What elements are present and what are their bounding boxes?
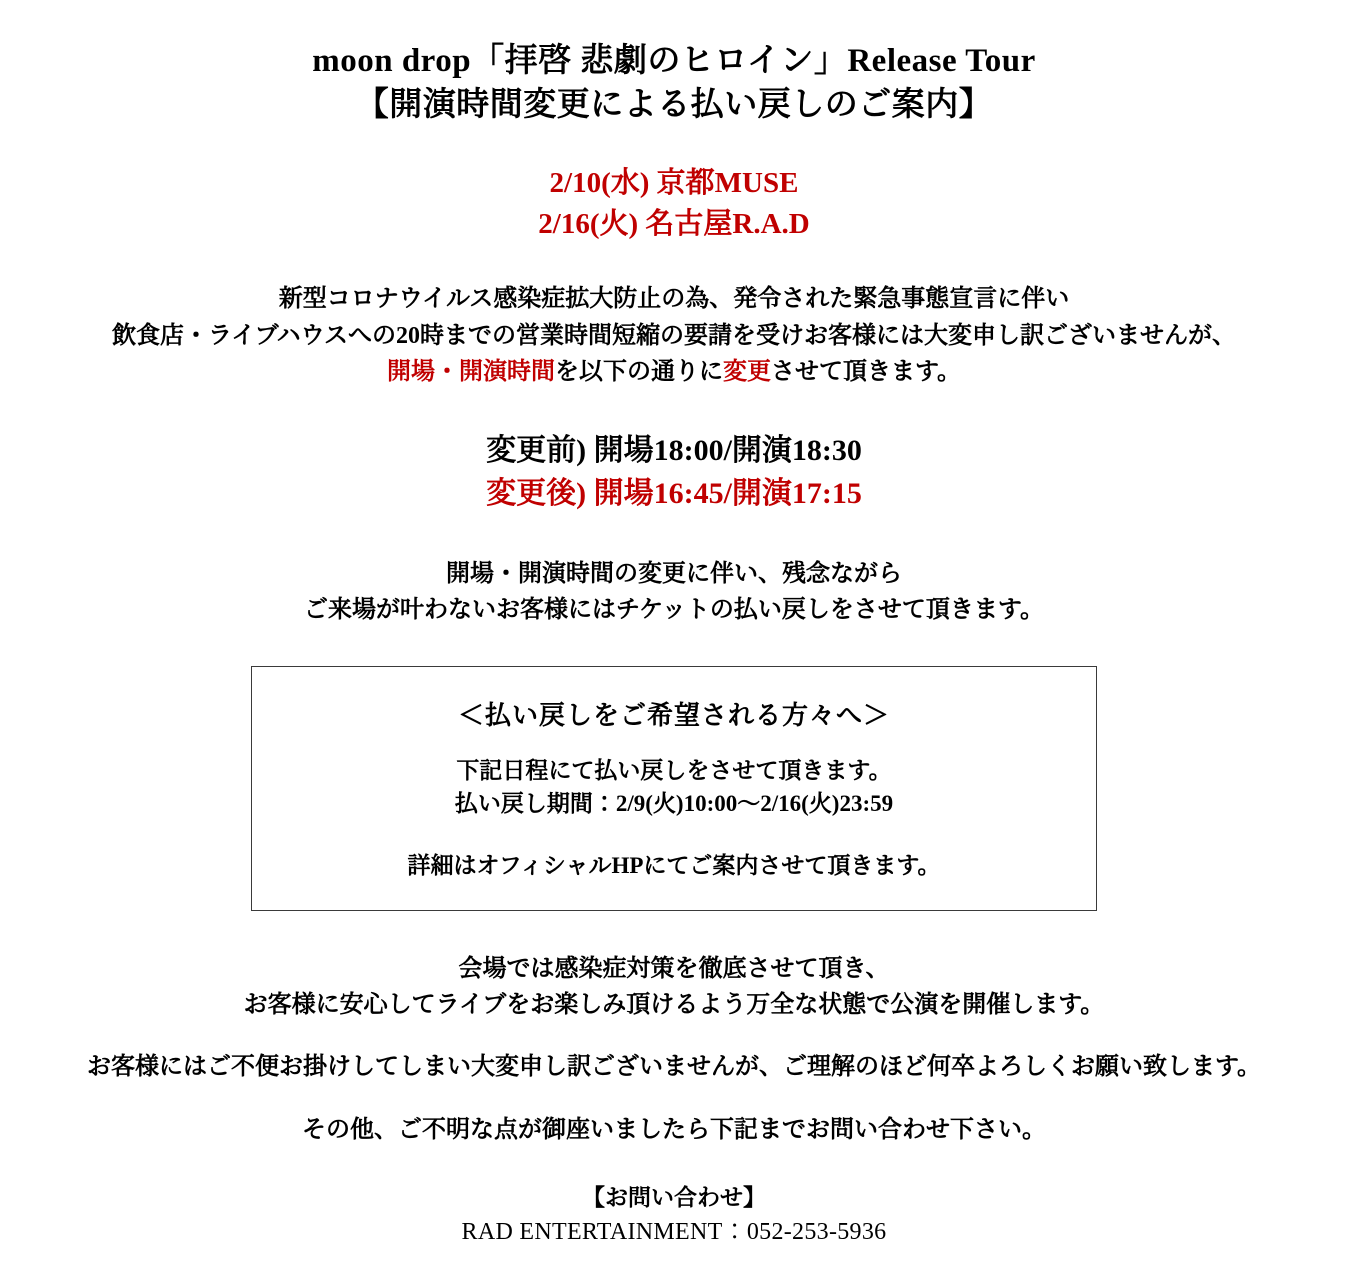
- title-line-1: moon drop「拝啓 悲劇のヒロイン」Release Tour: [312, 43, 1036, 79]
- tour-date-2: 2/16(火) 名古屋R.A.D: [538, 208, 810, 241]
- closing-line-3: お客様にはご不便お掛けしてしまい大変申し訳ございませんが、ご理解のほど何卒よろしくお願い致します。: [86, 1054, 1262, 1081]
- contact-heading: 【お問い合わせ】: [582, 1185, 766, 1211]
- notice-line-2: 飲食店・ライブハウスへの20時までの営業時間短縮の要請を受けお客様には大変申し訳ございませんが、: [112, 322, 1236, 349]
- refund-box-line-3: 詳細はオフィシャルHPにてご案内させて頂きます。: [407, 852, 941, 878]
- tour-dates: [40, 163, 1308, 245]
- notice-line-3: [40, 354, 1308, 390]
- closing-line-1: 会場では感染症対策を徹底させて頂き、: [458, 955, 890, 982]
- title-line-2: 【開演時間変更による払い戻しのご案内】: [355, 86, 993, 123]
- notice-line-1: 新型コロナウイルス感染症拡大防止の為、発令された緊急事態宣言に伴い: [278, 286, 1070, 313]
- page-title: [40, 0, 1308, 127]
- refund-intro: [40, 556, 1308, 628]
- contact-detail: RAD ENTERTAINMENT：052-253-5936: [461, 1219, 887, 1246]
- closing-block: [40, 951, 1308, 1149]
- closing-line-2: お客様に安心してライブをお楽しみ頂けるよう万全な状態で公演を開催します。: [243, 992, 1105, 1018]
- notice-paragraph: [40, 281, 1308, 390]
- notice-line-3-end: させて頂きます。: [770, 359, 962, 386]
- refund-details-box: [251, 666, 1097, 911]
- refund-box-body: [272, 754, 1076, 821]
- notice-highlight-change: 変更: [722, 359, 771, 386]
- contact-block: [40, 1182, 1308, 1249]
- time-change-block: [40, 429, 1308, 516]
- refund-box-line-1: 下記日程にて払い戻しをさせて頂きます。: [456, 757, 892, 783]
- closing-line-4: その他、ご不明な点が御座いましたら下記までお問い合わせ下さい。: [302, 1116, 1046, 1143]
- refund-box-line-2: 払い戻し期間：2/9(火)10:00〜2/16(火)23:59: [454, 791, 894, 817]
- refund-box-heading: ＜払い戻しをご希望される方々へ＞: [457, 700, 890, 730]
- notice-highlight-times: 開場・開演時間: [386, 359, 555, 386]
- tour-date-1: 2/10(水) 京都MUSE: [549, 167, 799, 200]
- time-after: 変更後) 開場16:45/開演17:15: [486, 477, 862, 511]
- notice-line-3-mid: を以下の通りに: [554, 359, 723, 386]
- time-before: 変更前) 開場18:00/開演18:30: [486, 433, 862, 467]
- refund-intro-line-2: ご来場が叶わないお客様にはチケットの払い戻しをさせて頂きます。: [304, 596, 1044, 623]
- refund-intro-line-1: 開場・開演時間の変更に伴い、残念ながら: [446, 560, 902, 587]
